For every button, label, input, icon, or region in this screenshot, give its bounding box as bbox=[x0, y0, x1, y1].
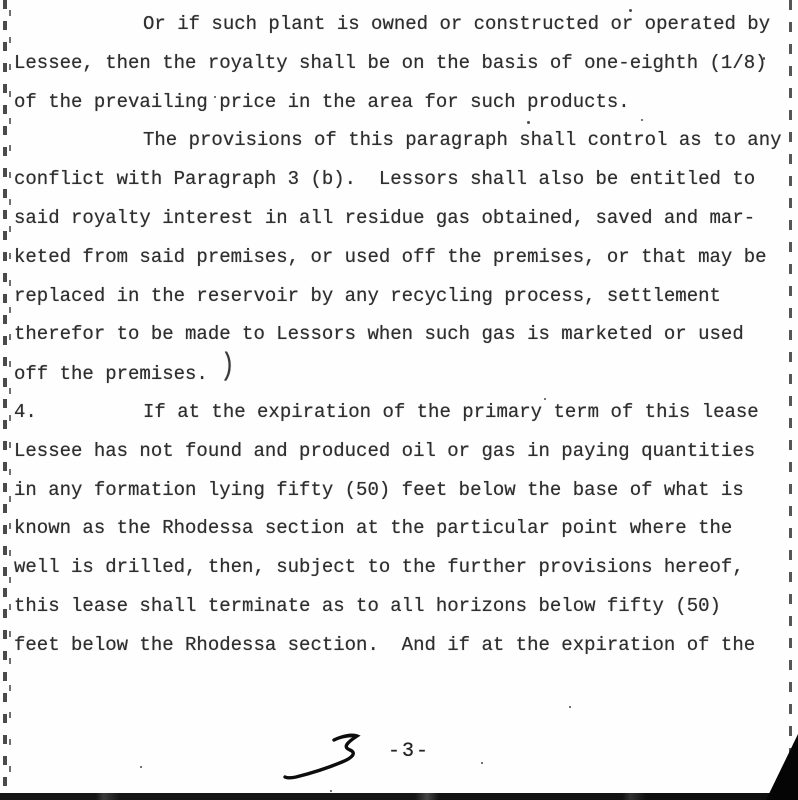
text-line bbox=[14, 315, 786, 354]
text-line bbox=[14, 238, 786, 277]
text-line bbox=[14, 471, 786, 510]
text-line bbox=[14, 626, 786, 665]
text-line bbox=[14, 277, 786, 316]
line-text: this lease shall terminate as to all horizons below fifty (50) bbox=[14, 594, 721, 617]
handwritten-page-number bbox=[282, 730, 387, 782]
line-text: feet below the Rhodessa section. And if at the expiration of the bbox=[14, 633, 756, 656]
left-edge-perforation-marks bbox=[3, 0, 7, 788]
line-text: Lessee has not found and produced oil or gas in paying quantities bbox=[14, 439, 756, 462]
left-edge-perforation-marks-inner bbox=[9, 4, 11, 784]
text-line bbox=[14, 348, 786, 393]
pen-tick-mark: ) bbox=[220, 348, 235, 385]
scan-speck bbox=[569, 706, 571, 708]
line-text: in any formation lying fifty (50) feet below the base of what is bbox=[14, 478, 744, 501]
scan-speck bbox=[140, 766, 142, 768]
scan-speck bbox=[481, 762, 483, 764]
text-line bbox=[14, 199, 786, 238]
paragraph-number: 4. bbox=[14, 400, 37, 423]
text-line bbox=[14, 121, 786, 160]
scan-speck bbox=[330, 790, 332, 792]
text-line bbox=[14, 44, 786, 83]
text-line bbox=[14, 5, 786, 44]
text-line bbox=[14, 160, 786, 199]
text-line bbox=[14, 509, 786, 548]
line-text: known as the Rhodessa section at the particular point where the bbox=[14, 517, 733, 540]
text-line bbox=[14, 587, 786, 626]
text-line bbox=[14, 548, 786, 587]
line-text: conflict with Paragraph 3 (b). Lessors shall also be entitled to bbox=[14, 168, 756, 191]
text-line bbox=[14, 432, 786, 471]
document-body bbox=[14, 5, 786, 665]
line-text: of the prevailing price in the area for such products. bbox=[14, 90, 630, 113]
line-text: If at the expiration of the primary term of this lease bbox=[143, 400, 759, 423]
line-text: said royalty interest in all residue gas obtained, saved and mar- bbox=[14, 206, 756, 229]
line-text: Lessee, then the royalty shall be on the basis of one-eighth (1/8) bbox=[14, 51, 767, 74]
line-text: replaced in the reservoir by any recycling process, settlement bbox=[14, 284, 721, 307]
text-line bbox=[14, 83, 786, 122]
right-edge-perforation-marks bbox=[789, 0, 792, 800]
line-text: therefor to be made to Lessors when such gas is marketed or used bbox=[14, 323, 744, 346]
typed-page-number: -3- bbox=[388, 740, 431, 763]
corner-fold-shadow bbox=[766, 734, 798, 800]
line-text: The provisions of this paragraph shall control as to any bbox=[143, 129, 782, 152]
text-line-paragraph-4 bbox=[14, 393, 786, 432]
bottom-scan-shadow-bar bbox=[0, 793, 798, 800]
line-text: keted from said premises, or used off the premises, or that may be bbox=[14, 245, 767, 268]
line-text: Or if such plant is owned or constructed or operated by bbox=[143, 13, 771, 35]
line-text: well is drilled, then, subject to the further provisions hereof, bbox=[14, 556, 744, 579]
line-text: off the premises. bbox=[14, 363, 208, 386]
